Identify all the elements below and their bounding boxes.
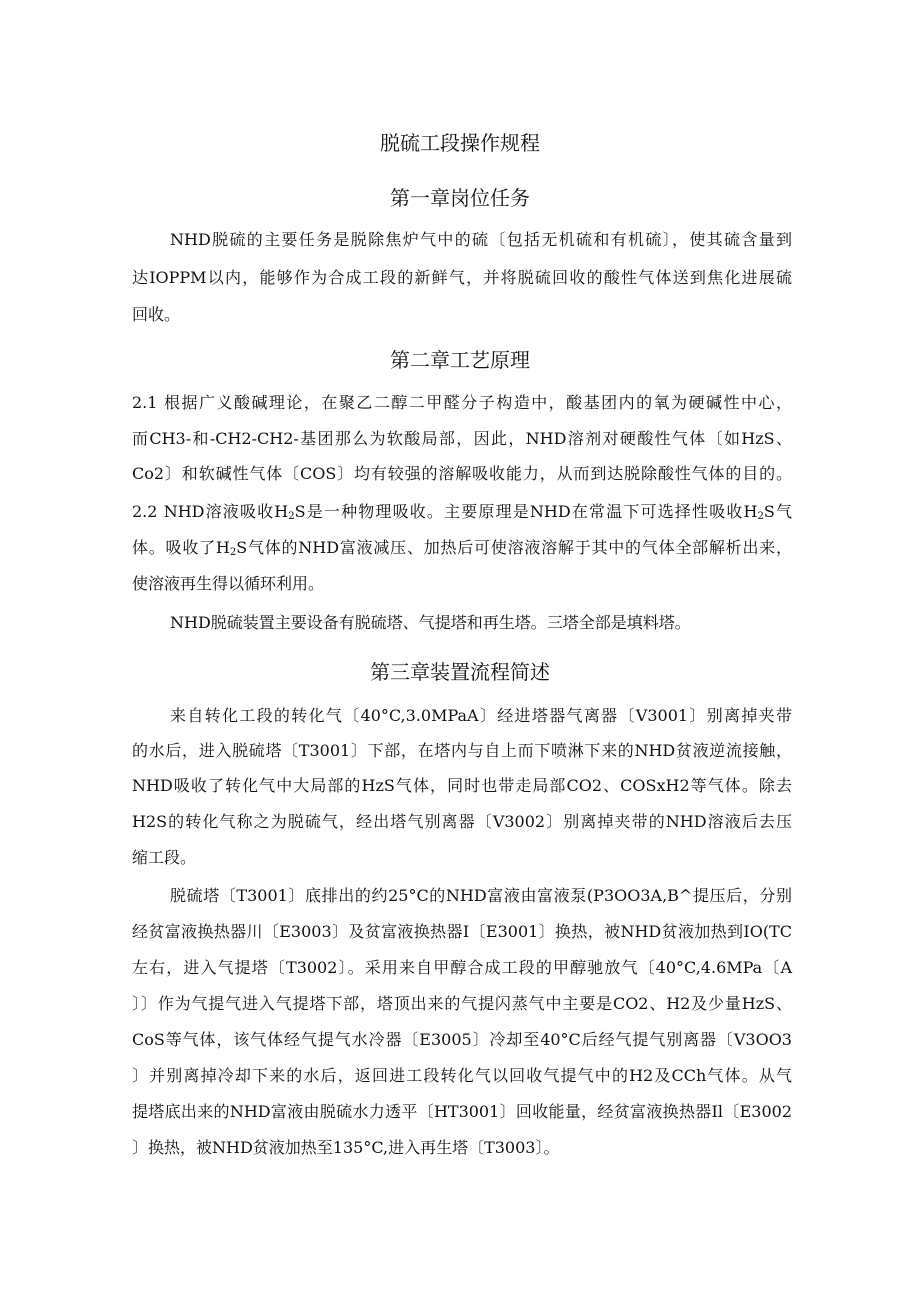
text-run: S是一种物理吸收。主要原理是NHD在常温下可选择性吸收H (294, 502, 758, 521)
chapter-3-p2-line: CoS等气体，该气体经气提气水冷器〔E3005〕冷却至40°C后经气提气别离器〔V3OO3 (132, 1030, 792, 1049)
chapter-1-line: 回收。 (132, 305, 181, 324)
subscript: 2 (757, 511, 764, 522)
text-run: 2.2 NHD溶液吸收H (132, 502, 289, 521)
chapter-3-heading: 第三章装置流程简述 (370, 660, 550, 684)
chapter-2-heading: 第二章工艺原理 (390, 348, 530, 372)
chapter-3-p1-line: 来自转化工段的转化气〔40°C,3.0MPaA〕经进塔器气离器〔V3001〕别离掉夹带 (170, 706, 792, 725)
text-run: 体。吸收了H (132, 538, 230, 557)
chapter-3-p1-line: H2S的转化气称之为脱硫气，经出塔气别离器〔V3002〕别离掉夹带的NHD溶液后去压 (132, 812, 792, 831)
chapter-3-p2-line: 提塔底出来的NHD富液由脱硫水力透平〔HT3001〕回收能量，经贫富液换热器Il〔E3002 (132, 1102, 792, 1121)
section-2-2-line: 使溶液再生得以循环利用。 (132, 574, 325, 593)
chapter-3-p2-line: 〕〕作为气提气进入气提塔下部，塔顶出来的气提闪蒸气中主要是CO2、H2及少量HzS、 (132, 994, 792, 1013)
section-2-2-line (132, 537, 792, 559)
subscript: 2 (288, 511, 295, 522)
chapter-1-line: NHD脱硫的主要任务是脱除焦炉气中的硫〔包括无机硫和有机硫〕，使其硫含量到 (170, 230, 792, 249)
section-2-1-line: Co2〕和软碱性气体〔COS〕均有较强的溶解吸收能力，从而到达脱除酸性气体的目的。 (132, 464, 792, 483)
section-2-2-line (132, 501, 792, 523)
chapter-1-heading: 第一章岗位任务 (390, 186, 530, 210)
subscript: 2 (229, 547, 237, 558)
text-run: S气 (763, 502, 792, 521)
text-run: S气体的NHD富液减压、加热后可使溶液溶解于其中的气体全部解析出来， (236, 538, 792, 557)
chapter-3-p2-line: 左右，进入气提塔〔T3002〕。采用来自甲醇合成工段的甲醇驰放气〔40°C,4.6MPa〔A (132, 958, 792, 977)
chapter-3-p2-line: 〕并别离掉冷却下来的水后，返回进工段转化气以回收气提气中的H2及CCh气体。从气 (132, 1066, 792, 1085)
section-2-1-line: 2.1 根据广义酸碱理论，在聚乙二醇二甲醛分子构造中，酸基团内的氧为硬碱性中心， (132, 393, 792, 412)
chapter-3-p2-line: 经贫富液换热器川〔E3003〕及贫富液换热器I〔E3001〕换热，被NHD贫液加热到IO(TC (132, 922, 792, 941)
equipment-line: NHD脱硫装置主要设备有脱硫塔、气提塔和再生塔。三塔全部是填料塔。 (170, 613, 691, 632)
chapter-3-p2-line: 〕换热，被NHD贫液加热至135°C,进入再生塔〔T3003〕。 (132, 1138, 560, 1157)
section-2-1-line: 而CH3-和-CH2-CH2-基团那么为软酸局部，因此，NHD溶剂对硬酸性气体〔如HzS、 (132, 429, 792, 448)
chapter-3-p2-line: 脱硫塔〔T3001〕底排出的约25°C的NHD富液由富液泵(P3OO3A,B^提压后，分别 (170, 886, 792, 905)
chapter-3-p1-line: NHD吸收了转化气中大局部的HzS气体，同时也带走局部CO2、COSxH2等气体。除去 (132, 776, 792, 795)
document-title: 脱硫工段操作规程 (380, 131, 540, 155)
chapter-3-p1-line: 缩工段。 (132, 848, 197, 867)
chapter-1-line: 达IOPPM以内，能够作为合成工段的新鲜气，并将脱硫回收的酸性气体送到焦化进展硫 (132, 268, 792, 287)
chapter-3-p1-line: 的水后，进入脱硫塔〔T3001〕下部，在塔内与自上而下喷淋下来的NHD贫液逆流接触， (132, 741, 792, 760)
